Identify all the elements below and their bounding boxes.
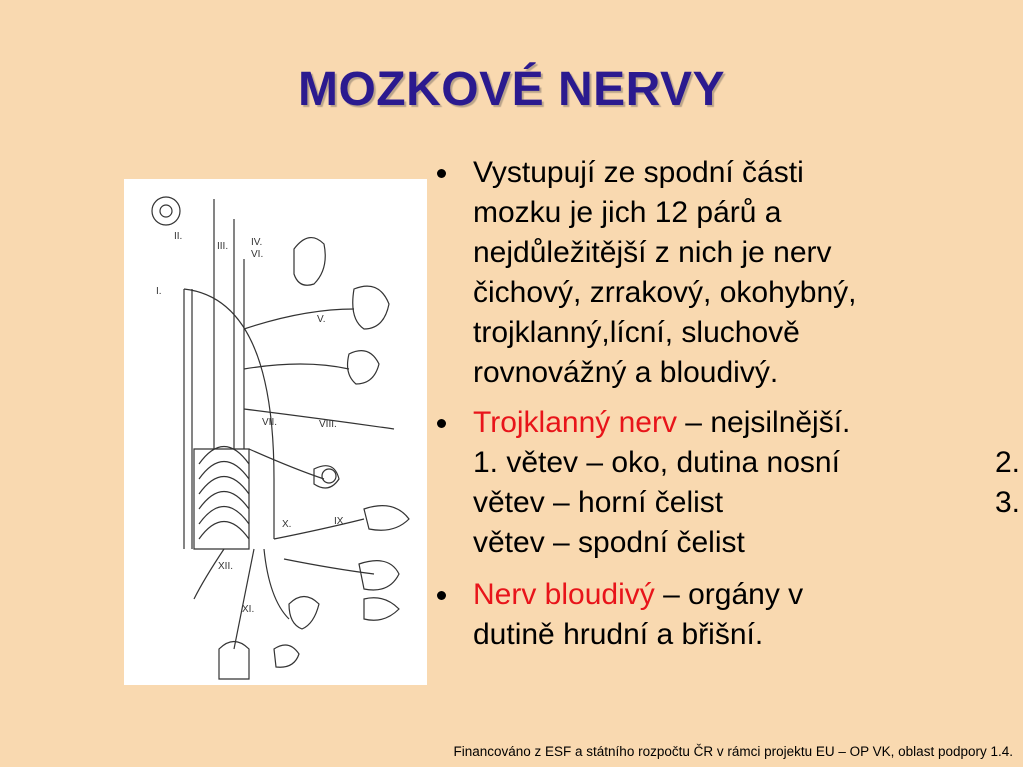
bullet-dot — [437, 419, 446, 428]
bullet-1-line-1: Vystupují ze spodní části — [473, 156, 804, 189]
bullet-2-line-3-num: 3. — [994, 486, 1020, 519]
eye-drawing — [152, 197, 180, 225]
label-v: V. — [317, 314, 326, 325]
nerve-branch-vii — [249, 449, 324, 479]
bullet-item-1 — [435, 153, 1020, 393]
label-xi: XI. — [242, 604, 255, 615]
bullet-1-line-5: trojklanný,lícní, sluchově — [473, 316, 800, 349]
heart-drawing — [289, 597, 319, 630]
brainstem-outline — [184, 289, 274, 539]
skull-drawing — [353, 286, 389, 329]
bullet-1-line-2: mozku je jich 12 párů a — [473, 196, 782, 229]
tongue-drawing — [364, 506, 409, 531]
bullet-3-rest: – orgány v — [654, 578, 804, 611]
bullet-item-2 — [435, 403, 1020, 563]
label-xii: XII. — [218, 561, 234, 572]
bullet-list — [435, 153, 1020, 655]
nerve-branch-v2 — [244, 364, 349, 369]
label-vii: VII. — [262, 417, 278, 428]
bullet-2-line-3 — [473, 483, 1020, 523]
eye-pupil — [160, 205, 172, 217]
cochlea-drawing — [322, 469, 336, 483]
medulla-striations — [199, 447, 249, 540]
head-profile-drawing — [294, 238, 325, 286]
nerve-branch-v — [244, 309, 354, 329]
cranial-nerves-illustration — [124, 179, 427, 685]
label-ii: II. — [174, 231, 183, 242]
label-vi: VI. — [251, 249, 264, 260]
stomach-drawing — [359, 561, 399, 590]
intestine-drawing — [364, 598, 399, 621]
label-viii: VIII. — [319, 419, 337, 430]
bullet-2-line-2-text: 1. větev – oko, dutina nosní — [473, 446, 840, 479]
bullet-2-line-3-text: větev – horní čelist — [473, 486, 724, 519]
footer-note: Financováno z ESF a státního rozpočtu ČR v rámci projektu EU – OP VK, oblast podpory 1.4. — [453, 744, 1013, 759]
label-iii: III. — [217, 241, 229, 252]
label-iv: IV. — [251, 237, 263, 248]
bullet-3-line-1 — [473, 575, 1020, 615]
bullet-2-line-2 — [473, 443, 1020, 483]
bullet-item-3 — [435, 575, 1020, 655]
label-x: X. — [282, 519, 292, 530]
bullet-3-line-2: dutině hrudní a břišní. — [473, 618, 764, 651]
ear-drawing — [274, 645, 299, 667]
label-i: I. — [156, 286, 162, 297]
bullet-1-line-4: čichový, zrrakový, okohybný, — [473, 276, 857, 309]
bullet-2-line-1 — [473, 403, 1020, 443]
bullet-2-line-2-num: 2. — [994, 446, 1020, 479]
bullet-2-line-4: větev – spodní čelist — [473, 526, 745, 559]
nerve-branch-xi — [234, 549, 254, 649]
label-ix: IX. — [334, 516, 347, 527]
trigeminal-highlight: Trojklanný nerv — [473, 406, 677, 439]
slide-title: MOZKOVÉ NERVY — [297, 63, 725, 116]
bullet-1-line-3: nejdůležitější z nich je nerv — [473, 236, 832, 269]
face-drawing — [348, 351, 379, 384]
bullet-dot — [437, 169, 446, 178]
nerve-branch-xii — [194, 549, 224, 599]
bullet-dot — [437, 591, 446, 600]
bullet-1-line-6: rovnovážný a bloudivý. — [473, 356, 779, 389]
bullet-2-rest: – nejsilnější. — [676, 406, 851, 439]
vagus-highlight: Nerv bloudivý — [473, 578, 655, 611]
